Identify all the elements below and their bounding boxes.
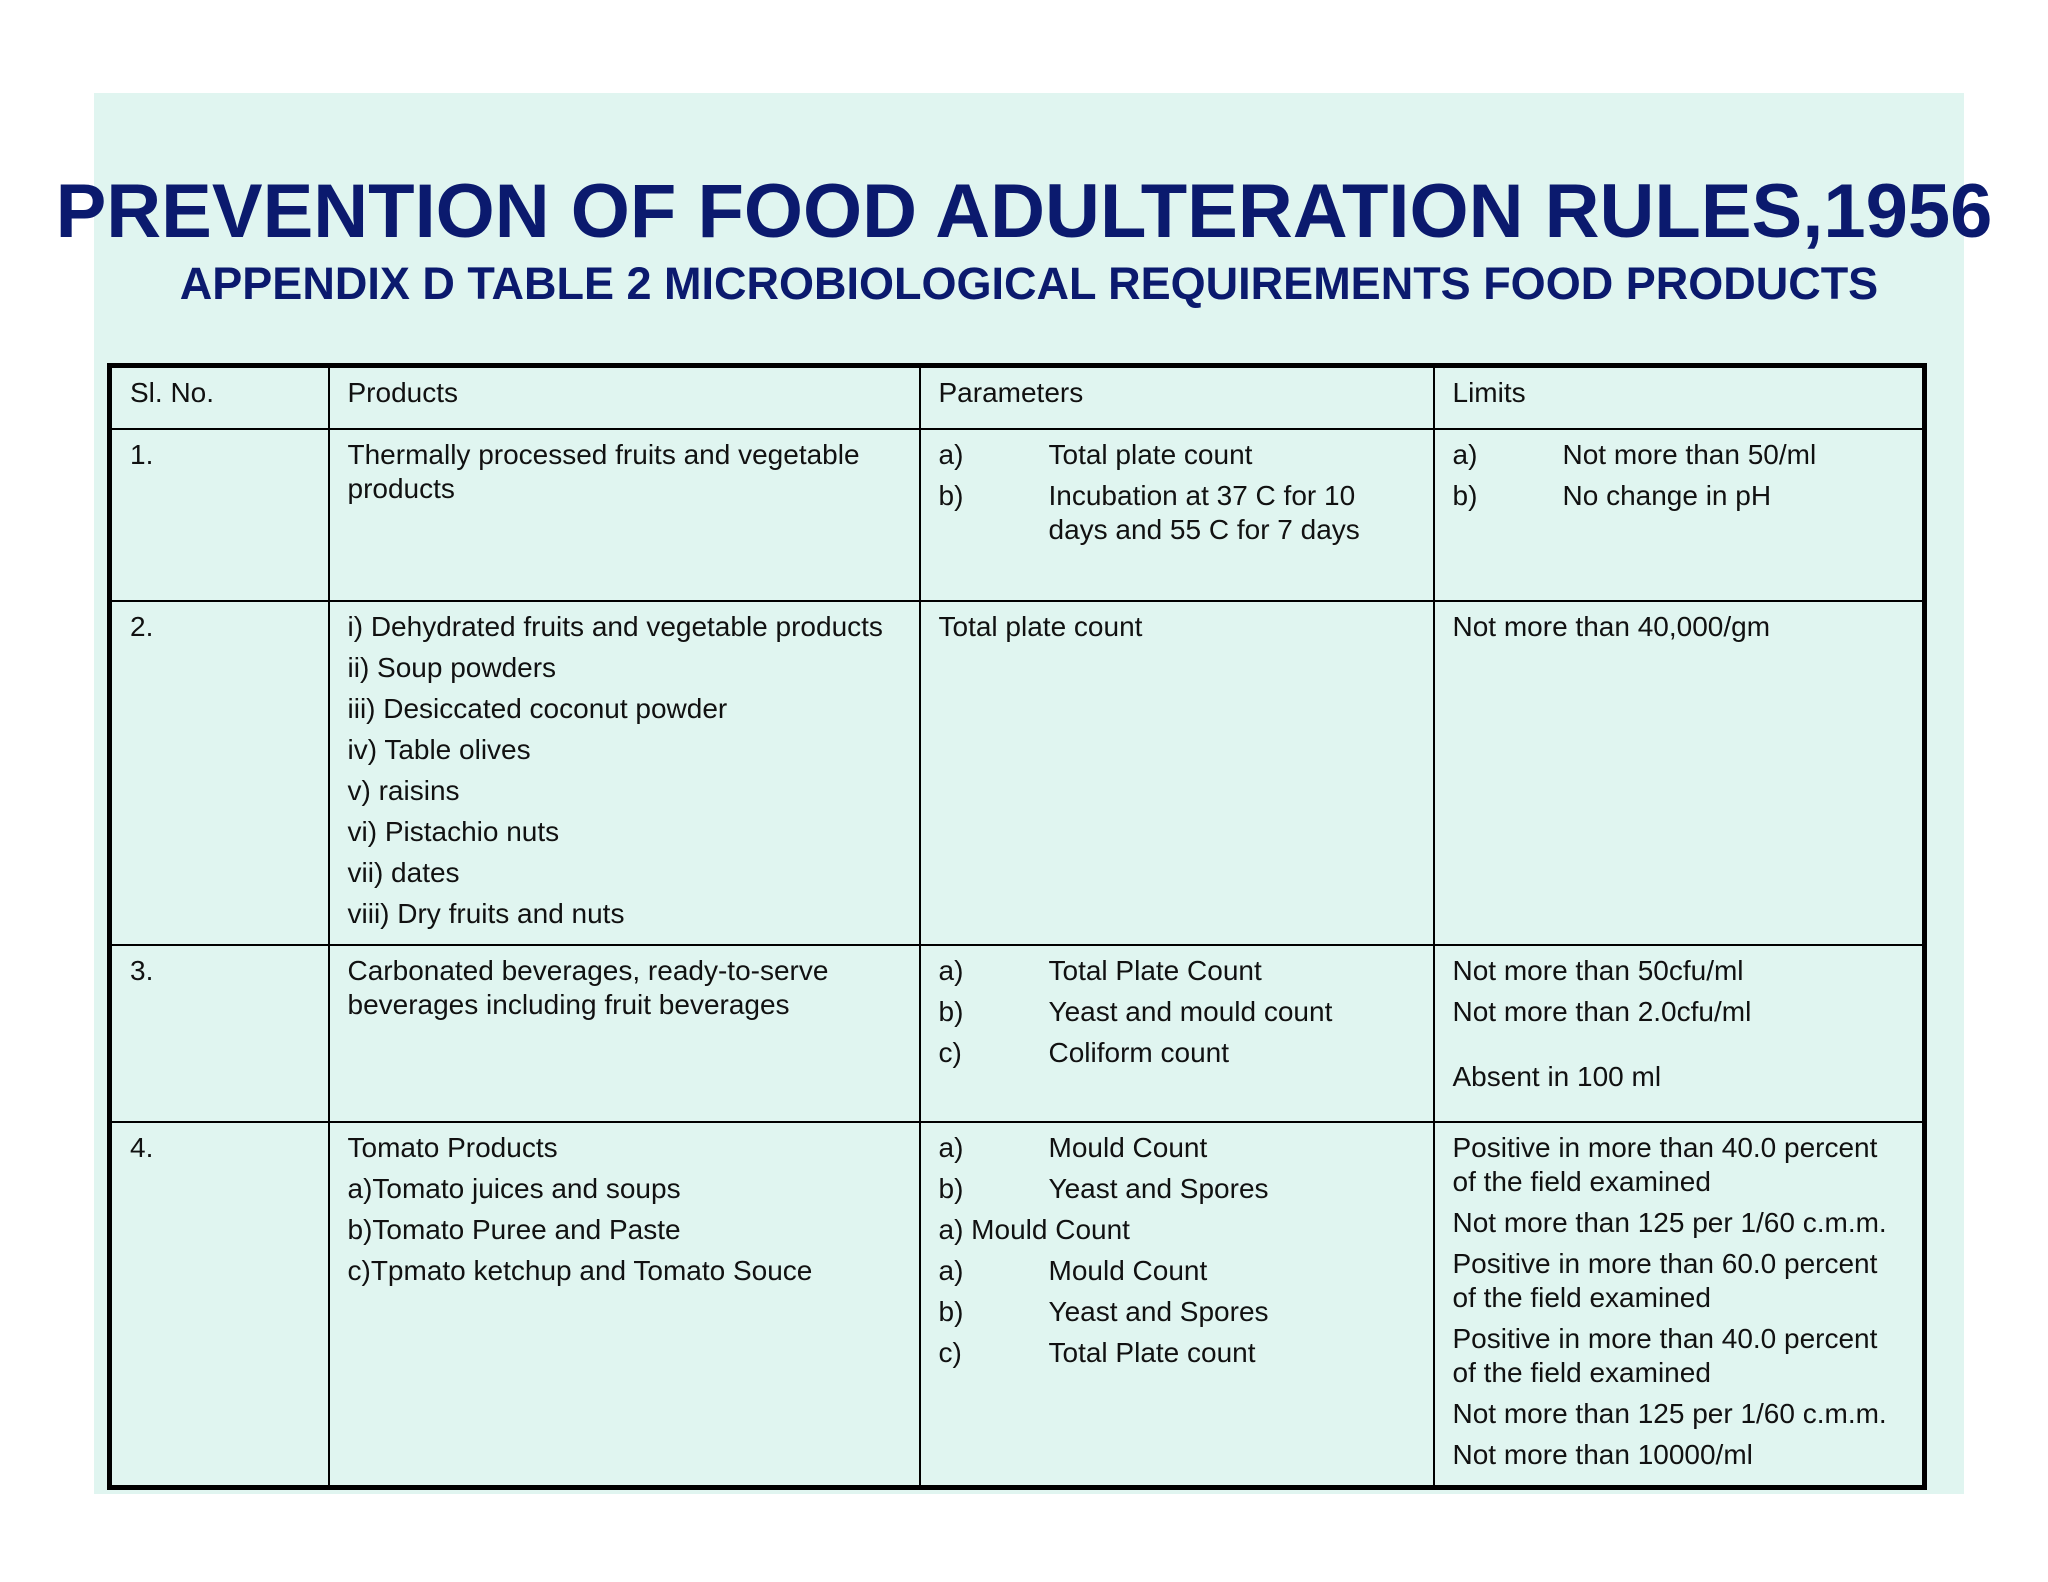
cell-products (329, 945, 920, 1122)
parameter-text: Total Plate Count (1048, 954, 1262, 986)
cell-parameters (920, 601, 1434, 945)
parameter-label: c) (938, 1036, 962, 1068)
product-line: i) Dehydrated fruits and vegetable products (347, 610, 883, 642)
limit-text: Positive in more than 60.0 percent of the field examined (1452, 1247, 1878, 1313)
parameter-line (939, 1172, 1415, 1206)
product-line: a)Tomato juices and soups (347, 1172, 681, 1204)
parameter-line (939, 1254, 1415, 1288)
table-row (110, 1122, 1925, 1488)
parameter-label: c) (938, 1336, 962, 1368)
product-line: iii) Desiccated coconut powder (347, 692, 728, 724)
limit-text: Not more than 2.0cfu/ml (1452, 995, 1752, 1027)
parameter-label: a) (938, 1254, 964, 1286)
cell-sl-no: 4. (110, 1122, 329, 1488)
limit-text: Absent in 100 ml (1452, 1060, 1662, 1092)
parameter-label: a) (938, 1131, 964, 1163)
page-title: PREVENTION OF FOOD ADULTERATION RULES,1956 (55, 169, 1993, 254)
limit-spacer (1453, 1036, 1905, 1060)
parameter-label: b) (938, 479, 964, 511)
table-row (110, 429, 1925, 601)
parameter-line (939, 438, 1415, 472)
limit-text: Not more than 10000/ml (1452, 1438, 1753, 1470)
parameter-text: Yeast and Spores (1048, 1172, 1269, 1204)
parameter-label: a) (938, 438, 964, 470)
limit-text: Positive in more than 40.0 percent of the field examined (1452, 1322, 1878, 1388)
cell-parameters (920, 945, 1434, 1122)
parameter-line (939, 1336, 1415, 1370)
product-line: Thermally processed fruits and vegetable products (347, 438, 860, 504)
limit-text: Positive in more than 40.0 percent of the field examined (1452, 1131, 1878, 1197)
limit-text: Not more than 40,000/gm (1452, 610, 1771, 642)
header-limits: Limits (1434, 366, 1925, 429)
header-parameters: Parameters (920, 366, 1434, 429)
cell-sl-no: 3. (110, 945, 329, 1122)
product-line: Tomato Products (347, 1131, 558, 1163)
parameter-text: Incubation at 37 C for 10 days and 55 C for 7 days (1048, 479, 1360, 545)
product-line: iv) Table olives (347, 733, 531, 765)
parameter-text: Mould Count (1048, 1254, 1208, 1286)
parameter-label: b) (938, 995, 964, 1027)
limit-line (1453, 438, 1905, 472)
parameter-text: Coliform count (1048, 1036, 1230, 1068)
cell-parameters (920, 1122, 1434, 1488)
parameter-line (939, 1295, 1415, 1329)
table-header-row (110, 366, 1925, 429)
product-line: ii) Soup powders (347, 651, 557, 683)
header-products: Products (329, 366, 920, 429)
cell-products (329, 1122, 920, 1488)
limit-line (1453, 479, 1905, 513)
cell-limits (1434, 945, 1925, 1122)
parameter-label: a) (938, 954, 964, 986)
parameter-text: Mould Count (1048, 1131, 1208, 1163)
cell-limits (1434, 1122, 1925, 1488)
limit-text: Not more than 125 per 1/60 c.m.m. (1452, 1397, 1887, 1429)
cell-limits (1434, 429, 1925, 601)
parameter-line (939, 954, 1415, 988)
header-sl-no: Sl. No. (110, 366, 329, 429)
requirements-table (107, 363, 1927, 1490)
parameter-text: Total Plate count (1048, 1336, 1256, 1368)
cell-parameters (920, 429, 1434, 601)
parameter-line (939, 479, 1415, 547)
product-line: Carbonated beverages, ready-to-serve beverages including fruit beverages (347, 954, 829, 1020)
parameter-text: Total plate count (938, 610, 1143, 642)
product-line: vi) Pistachio nuts (347, 815, 560, 847)
limit-label: a) (1452, 438, 1478, 470)
page-subtitle: APPENDIX D TABLE 2 MICROBIOLOGICAL REQUIREMENTS FOOD PRODUCTS (179, 258, 1879, 309)
cell-products (329, 601, 920, 945)
limit-text: No change in pH (1562, 479, 1772, 511)
parameter-text: Yeast and Spores (1048, 1295, 1269, 1327)
parameter-line (939, 1131, 1415, 1165)
product-line: b)Tomato Puree and Paste (347, 1213, 681, 1245)
table-row (110, 601, 1925, 945)
parameter-label: b) (938, 1172, 964, 1204)
product-line: vii) dates (347, 856, 460, 888)
parameter-line (939, 995, 1415, 1029)
limit-text: Not more than 50/ml (1562, 438, 1817, 470)
product-line: viii) Dry fruits and nuts (347, 897, 625, 929)
limit-text: Not more than 50cfu/ml (1452, 954, 1744, 986)
product-line: v) raisins (347, 774, 460, 806)
cell-products (329, 429, 920, 601)
parameter-text: Total plate count (1048, 438, 1253, 470)
limit-label: b) (1452, 479, 1478, 511)
parameter-text: Yeast and mould count (1048, 995, 1333, 1027)
parameter-text: a) Mould Count (938, 1213, 1130, 1245)
product-line: c)Tpmato ketchup and Tomato Souce (347, 1254, 813, 1286)
cell-sl-no: 2. (110, 601, 329, 945)
parameter-label: b) (938, 1295, 964, 1327)
parameter-line (939, 1036, 1415, 1070)
cell-sl-no: 1. (110, 429, 329, 601)
limit-text: Not more than 125 per 1/60 c.m.m. (1452, 1206, 1887, 1238)
cell-limits (1434, 601, 1925, 945)
table-row (110, 945, 1925, 1122)
